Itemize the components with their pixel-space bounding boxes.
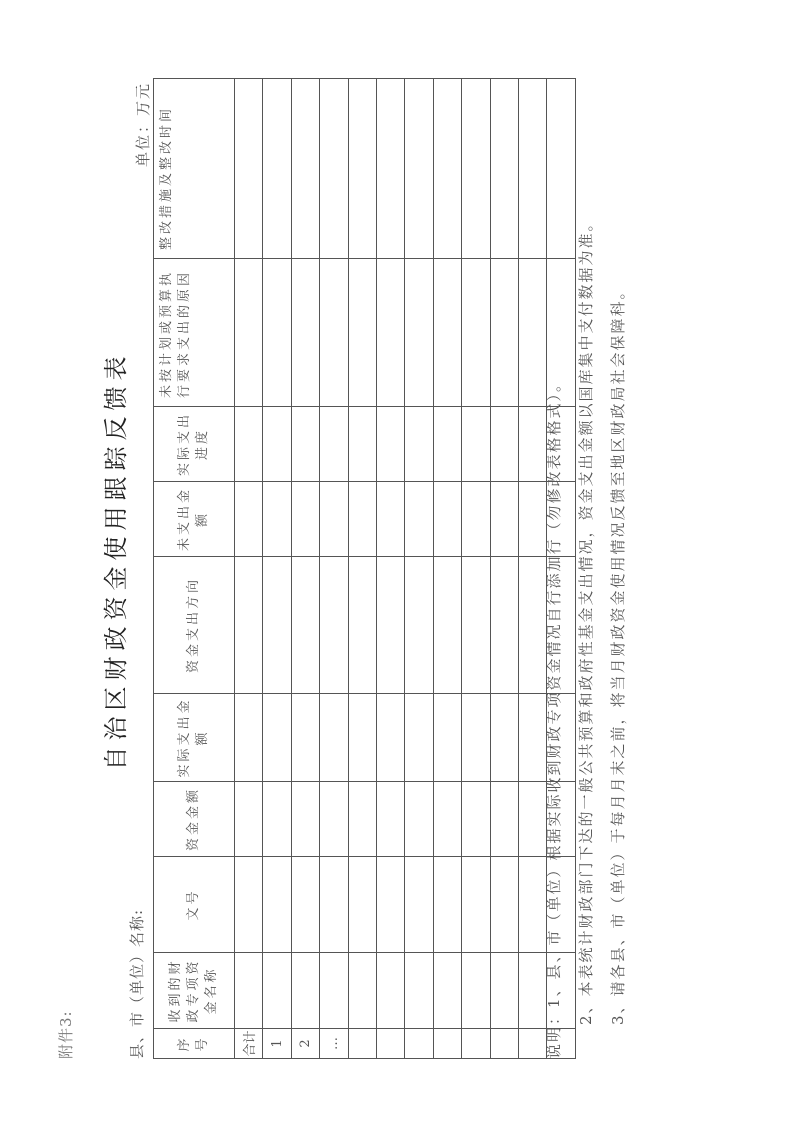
header-spend-progress: 实际支出进度: [154, 407, 235, 482]
header-actual-spend: 实际支出金额: [154, 694, 235, 782]
table-row: [376, 79, 404, 1059]
table-row: [405, 79, 433, 1059]
attachment-label: 附件3:: [57, 1010, 75, 1059]
notes-section: [538, 214, 634, 1059]
feedback-table: [153, 78, 576, 1059]
header-spend-direction: 资金支出方向: [154, 557, 235, 694]
table-row: [462, 79, 490, 1059]
row-label: …: [320, 1029, 348, 1059]
table-row: [235, 79, 263, 1059]
row-label: [405, 1029, 433, 1059]
note-1: 说明：1、县、市（单位）根据实际收到财政专项资金情况自行添加行（勿修改表格格式）。: [545, 374, 563, 1059]
header-row: [154, 79, 235, 1059]
row-label: [348, 1029, 376, 1059]
table-row: [263, 79, 291, 1059]
table-row: [291, 79, 319, 1059]
row-label: 1: [263, 1029, 291, 1059]
header-seq: 序号: [154, 1029, 235, 1059]
note-2: 2、本表统计财政部门下达的一般公共预算和政府性基金支出情况，资金支出金额以国库集中支付数据为准。: [577, 214, 595, 1025]
unit-label: 单位：万元: [134, 82, 152, 168]
header-rectification: 整改措施及整改时间: [154, 79, 235, 259]
header-fund-name: 收到的财政专项资金名称: [154, 953, 235, 1029]
row-label: 2: [291, 1029, 319, 1059]
row-label: [376, 1029, 404, 1059]
row-label: [462, 1029, 490, 1059]
table-row: [348, 79, 376, 1059]
table-row: [490, 79, 518, 1059]
row-label: [433, 1029, 461, 1059]
header-reason: 未按计划或预算执行要求支出的原因: [154, 259, 235, 407]
county-name-label: 县、市（单位）名称:: [128, 908, 146, 1059]
table-row: [320, 79, 348, 1059]
table-row: [433, 79, 461, 1059]
document-title: 自治区财政资金使用跟踪反馈表: [102, 350, 130, 771]
row-label: [490, 1029, 518, 1059]
row-label: 合计: [235, 1029, 263, 1059]
note-3: 3、请各县、市（单位）于每月月末之前，将当月财政资金使用情况反馈至地区财政局社会保障科。: [609, 282, 627, 1025]
header-unspent-amount: 未支出金额: [154, 482, 235, 557]
header-fund-amount: 资金金额: [154, 782, 235, 857]
header-doc-no: 文号: [154, 857, 235, 953]
